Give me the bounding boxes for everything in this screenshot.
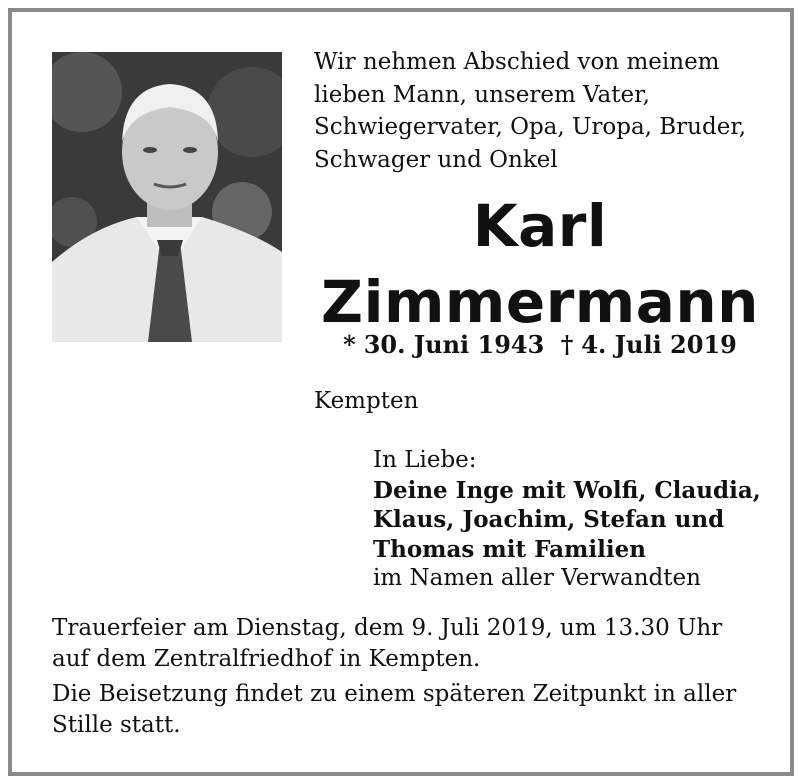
intro-text — [314, 46, 774, 176]
mourners-block — [373, 446, 773, 594]
mourners-intro: In Liebe: — [373, 447, 477, 473]
funeral-info — [52, 613, 772, 675]
intro-line: Wir nehmen Abschied von meinem — [314, 49, 720, 75]
mourners-closing: im Namen aller Verwandten — [373, 565, 701, 591]
cross-icon: † — [560, 330, 574, 359]
funeral-line: Trauerfeier am Dienstag, dem 9. Juli 2019, um 13.30 Uhr — [52, 615, 723, 641]
mourners-name-line: Thomas mit Familien — [373, 535, 646, 563]
birth-symbol: * — [343, 330, 356, 359]
mourners-name-line: Klaus, Joachim, Stefan und — [373, 506, 725, 533]
birth-date: 30. Juni 1943 — [363, 330, 545, 359]
first-name: Karl — [472, 192, 608, 260]
intro-line: lieben Mann, unserem Vater, — [314, 81, 650, 108]
mourners-name-line: Deine Inge mit Wolfi, Claudia, — [373, 476, 761, 504]
intro-line: Schwager und Onkel — [314, 146, 558, 173]
portrait-photo — [52, 52, 282, 342]
burial-line: Die Beisetzung findet zu einem späteren Zeitpunkt in aller — [52, 681, 737, 707]
deceased-name — [290, 188, 790, 340]
intro-line: Schwiegervater, Opa, Uropa, Bruder, — [314, 114, 747, 140]
burial-line: Stille statt. — [52, 712, 181, 738]
life-dates — [330, 330, 750, 359]
last-name: Zimmermann — [321, 268, 759, 336]
funeral-line: auf dem Zentralfriedhof in Kempten. — [52, 646, 481, 672]
burial-info — [52, 679, 772, 741]
place: Kempten — [314, 388, 419, 414]
death-date: 4. Juli 2019 — [581, 330, 737, 359]
